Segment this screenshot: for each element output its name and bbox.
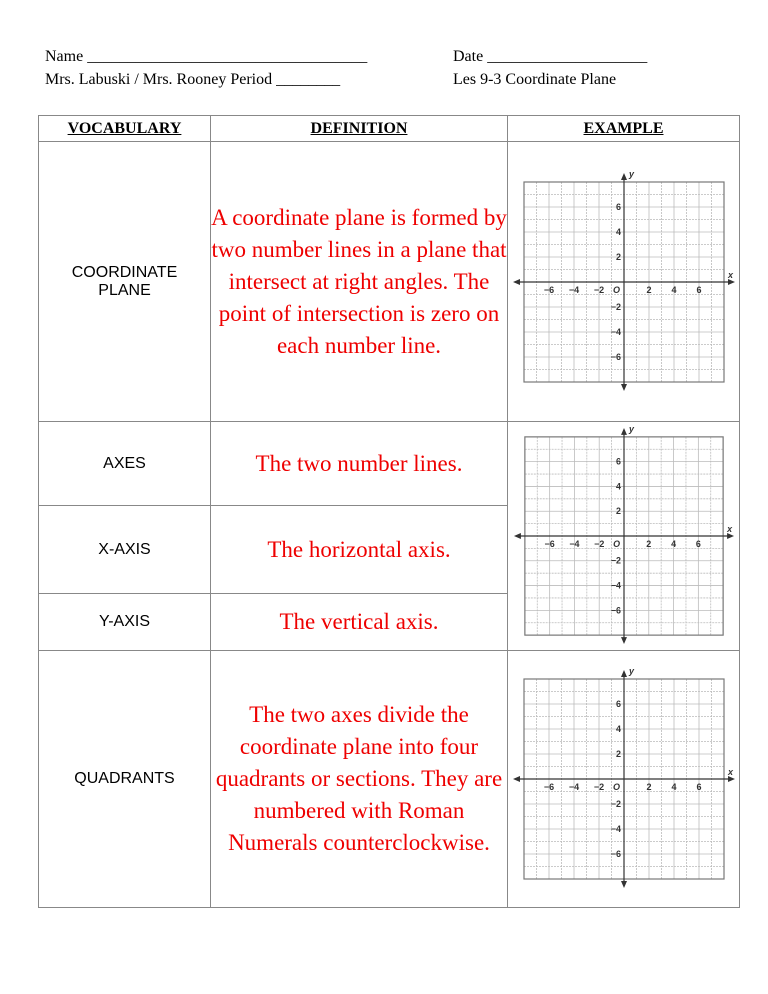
vocabulary-table <box>38 115 740 908</box>
x-tick-label: 6 <box>695 538 701 549</box>
teachers-period-label: Mrs. Labuski / Mrs. Rooney Period ________ <box>45 71 341 88</box>
table-row <box>39 651 740 908</box>
coordinate-plane-graph <box>509 167 739 397</box>
x-tick-label: 2 <box>645 284 652 295</box>
term-cell: Y-AXIS <box>39 593 211 650</box>
y-tick-label: 6 <box>615 201 621 212</box>
x-tick-label: −4 <box>568 284 579 295</box>
x-tick-label: −2 <box>593 782 604 792</box>
x-axis-label: x <box>726 524 732 535</box>
coordinate-plane-graph <box>509 422 739 650</box>
y-tick-label: 4 <box>615 481 621 492</box>
y-tick-label: 6 <box>615 456 621 467</box>
x-tick-label: −4 <box>568 538 580 549</box>
x-axis-label: x <box>727 767 733 777</box>
x-tick-label: 2 <box>645 782 652 792</box>
x-tick-label: 2 <box>645 538 651 549</box>
lesson-title: Les 9-3 Coordinate Plane <box>453 71 617 88</box>
coordinate-plane-graph <box>509 664 739 894</box>
column-header-definition: DEFINITION <box>211 116 508 142</box>
table-header-row <box>39 116 740 142</box>
example-cell <box>508 422 740 651</box>
y-tick-label: 4 <box>615 226 621 237</box>
y-tick-label: 2 <box>615 506 621 517</box>
origin-label: O <box>612 284 620 295</box>
x-tick-label: 4 <box>670 284 677 295</box>
term-cell: QUADRANTS <box>39 651 211 908</box>
y-tick-label: −4 <box>610 326 621 337</box>
origin-label: O <box>612 538 620 549</box>
column-header-example: EXAMPLE <box>508 116 740 142</box>
y-tick-label: −6 <box>610 351 621 362</box>
y-tick-label: −2 <box>610 301 621 312</box>
y-tick-label: −6 <box>610 849 621 859</box>
definition-cell: The two axes divide the coordinate plane into four quadrants or sections. They are numbered with Roman Numerals counterclockwise. <box>211 651 508 908</box>
term-text: COORDINATE PLANE <box>71 263 178 299</box>
y-tick-label: −4 <box>610 824 621 834</box>
date-field-label: Date ____________________ <box>453 48 648 65</box>
y-tick-label: −4 <box>610 580 621 591</box>
x-tick-label: −6 <box>544 538 555 549</box>
y-tick-label: 2 <box>615 251 621 262</box>
x-tick-label: −2 <box>593 538 604 549</box>
x-tick-label: −4 <box>568 782 579 792</box>
x-tick-label: 4 <box>670 782 677 792</box>
definition-cell: A coordinate plane is formed by two number lines in a plane that intersect at right angles. The point of intersection is zero on each number line. <box>211 142 508 422</box>
term-cell: AXES <box>39 422 211 506</box>
term-cell: X-AXIS <box>39 506 211 593</box>
x-tick-label: −2 <box>593 284 604 295</box>
column-header-vocabulary: VOCABULARY <box>39 116 211 142</box>
x-axis-label: x <box>727 269 733 280</box>
term-cell <box>39 142 211 422</box>
y-tick-label: −2 <box>610 799 621 809</box>
name-field-label: Name ___________________________________ <box>45 48 368 65</box>
definition-cell: The horizontal axis. <box>211 506 508 593</box>
x-tick-label: 6 <box>695 284 702 295</box>
x-tick-label: 6 <box>695 782 702 792</box>
definition-cell: The two number lines. <box>211 422 508 506</box>
y-tick-label: 2 <box>615 749 621 759</box>
x-tick-label: 4 <box>670 538 676 549</box>
y-tick-label: −2 <box>610 555 621 566</box>
y-axis-label: y <box>628 666 634 676</box>
table-row <box>39 142 740 422</box>
example-cell <box>508 651 740 908</box>
x-tick-label: −6 <box>543 782 554 792</box>
y-axis-label: y <box>628 168 634 179</box>
y-tick-label: −6 <box>610 605 621 616</box>
y-tick-label: 6 <box>615 699 621 709</box>
table-row <box>39 422 740 506</box>
y-tick-label: 4 <box>615 724 621 734</box>
origin-label: O <box>612 782 620 792</box>
y-axis-label: y <box>628 423 634 434</box>
example-cell <box>508 142 740 422</box>
definition-cell: The vertical axis. <box>211 593 508 650</box>
x-tick-label: −6 <box>543 284 554 295</box>
